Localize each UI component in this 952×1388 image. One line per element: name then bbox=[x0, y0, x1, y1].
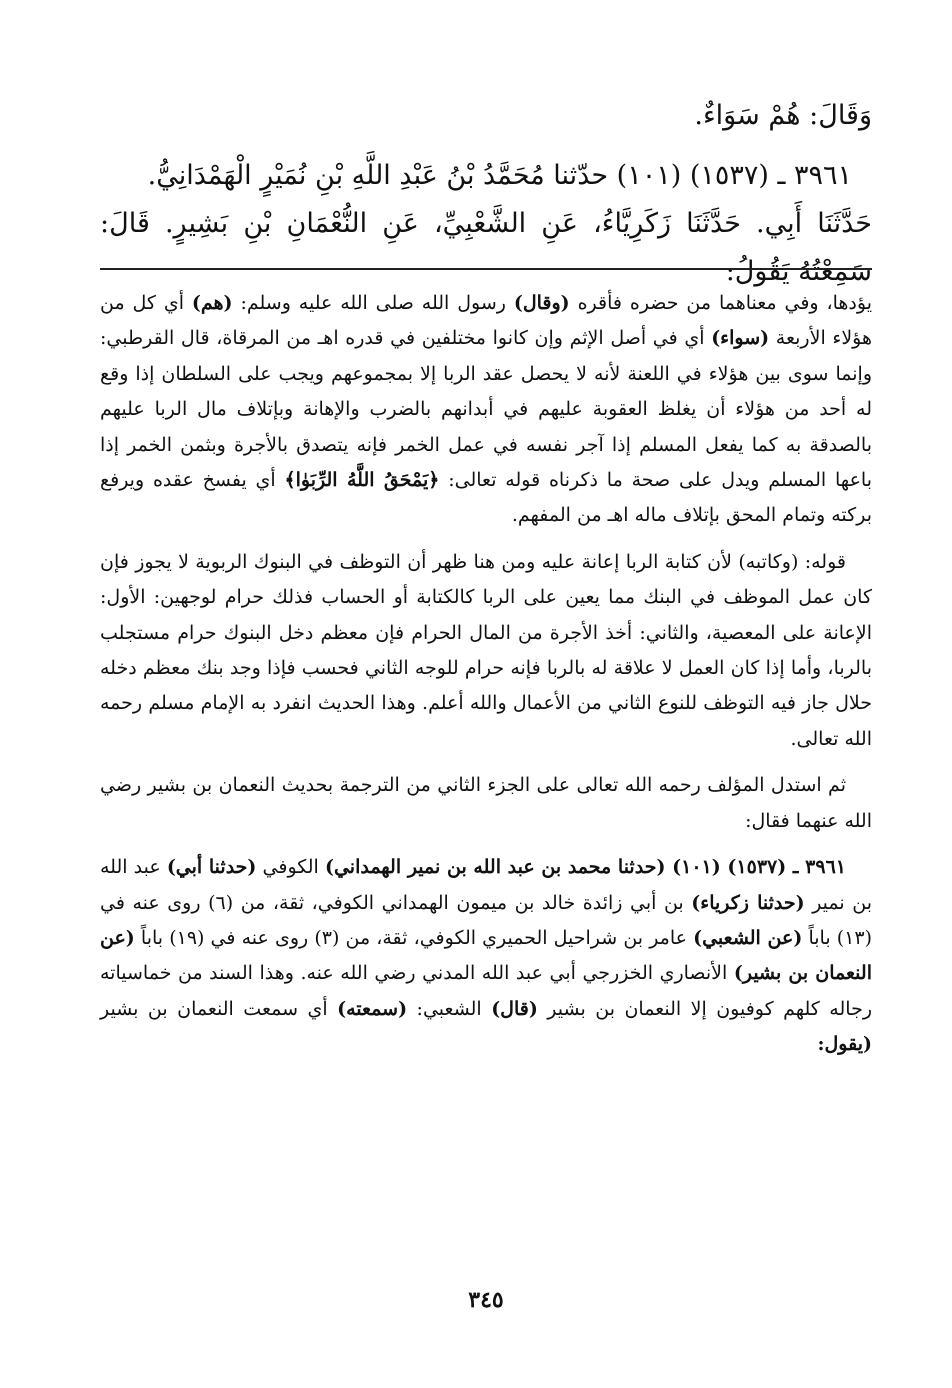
bold-run: ٣٩٦١ ـ (١٥٣٧) (١٠١) (حدثنا محمد بن عبد الله بن نمير الهمداني) bbox=[324, 856, 846, 879]
bold-run: (يقول: bbox=[817, 1033, 872, 1056]
text-run: أي كل من هؤلاء الأربعة bbox=[100, 292, 872, 350]
bold-run: (عن النعمان بن بشير) bbox=[100, 926, 872, 985]
text-run: عامر بن شراحيل الحميري الكوفي، ثقة، من (٣) روى عنه في (١٩) باباً bbox=[134, 926, 694, 949]
text-run: رسول الله صلى الله عليه وسلم: bbox=[232, 292, 514, 314]
commentary-paragraph-1 bbox=[100, 286, 872, 534]
commentary-paragraph-4 bbox=[100, 850, 872, 1062]
quran-quote: ﴿يَمْحَقُ اللَّهُ الرِّبَوٰا﴾ bbox=[284, 469, 440, 492]
text-run: بن أبي زائدة خالد بن ميمون الهمداني الكوفي، ثقة، من (٦) روى عنه في (١٣) باباً bbox=[100, 891, 872, 949]
hadith-line-2: حَدَّثَنَا أَبِي. حَدَّثَنَا زَكَرِيَّاءُ، عَنِ الشَّعْبِيِّ، عَنِ النُّعْمَانِ بْنِ بَشِيرٍ. قَالَ: سَمِعْتُهُ يَقُولُ: bbox=[100, 208, 872, 287]
qal-line: وَقَالَ: هُمْ سَوَاءٌ. bbox=[694, 100, 872, 131]
hadith-line-1: ٣٩٦١ ـ (١٥٣٧) (١٠١) حدّثنا مُحَمَّدُ بْنُ عَبْدِ اللَّهِ بْنِ نُمَيْرٍ الْهَمْدَانِيُّ. bbox=[147, 160, 852, 191]
text-run: أي في أصل الإثم وإن كانوا مختلفين في قدره اهـ من المرقاة، قال القرطبي: وإنما سوى بين هؤلاء في اللعنة لأنه لا يحصل عقد الربا إلا بمجموعهم ويجب على السلطان إذا وقع له أحد من هؤلاء أن يغلظ العقوبة عليهم في أبدانهم بالضرب والإهانة وبإتلاف مال الربا عليهم بالصدقة به كما يفعل المسلم إذا آجر نفسه في عمل الخمر فإنه يتصدق بالأجرة وبثمن الخمر إذا باعها المسلم ويدل على صحة ما ذكرناه قوله تعالى: bbox=[100, 327, 872, 492]
divider-line bbox=[100, 268, 872, 270]
bold-run: (سواء) bbox=[711, 327, 770, 350]
text-run: يؤدها، وفي معناهما من حضره فأقره bbox=[569, 292, 872, 314]
bold-run: (حدثنا أبي) bbox=[166, 856, 257, 879]
book-page bbox=[100, 0, 872, 1388]
text-run: عبد الله بن نمير bbox=[100, 856, 872, 914]
text-run: الشعبي: bbox=[407, 997, 492, 1020]
commentary-block bbox=[100, 286, 872, 1074]
commentary-paragraph-2: قوله: (وكاتبه) لأن كتابة الربا إعانة عليه ومن هنا ظهر أن التوظف في البنوك الربوية لا يجوز فإن كان عمل الموظف في البنك مما يعين على الربا كالكتابة أو الحساب فذلك حرام لوجهين: الأول: الإعانة على المعصية، والثاني: أخذ الأجرة من المال الحرام فإن معظم دخل البنوك حرام مستجلب بالربا، وأما إذا كان العمل لا علاقة له بالربا فإنه حرام للوجه الثاني فحسب فإذا وجد بنك معظم دخله حلال جاز فيه التوظف للنوع الثاني من الأعمال والله أعلم. وهذا الحديث انفرد به الإمام مسلم رحمه الله تعالى. bbox=[100, 550, 872, 750]
text-run: الكوفي bbox=[256, 856, 325, 879]
text-run: أي يفسخ عقده ويرفع بركته وتمام المحق بإتلاف ماله اهـ من المفهم. bbox=[100, 469, 872, 527]
bold-run: (هم) bbox=[191, 292, 233, 314]
commentary-paragraph-3: ثم استدل المؤلف رحمه الله تعالى على الجزء الثاني من الترجمة بحديث النعمان بن بشير رضي الله عنهما فقال: bbox=[100, 774, 872, 832]
bold-run: (حدثنا زكرياء) bbox=[691, 891, 805, 914]
page-number: ٣٤٥ bbox=[468, 1287, 504, 1313]
bold-run: (سمعته) bbox=[337, 997, 408, 1020]
hadith-text-block bbox=[100, 92, 872, 296]
bold-run: (قال) bbox=[491, 997, 538, 1020]
bold-run: (وقال) bbox=[513, 292, 570, 314]
bold-run: (عن الشعبي) bbox=[693, 926, 803, 949]
text-run: الأنصاري الخزرجي أبي عبد الله المدني رضي الله عنه. وهذا السند من خماسياته رجاله كلهم كوفيون إلا النعمان بن بشير bbox=[100, 962, 872, 1020]
text-run: أي سمعت النعمان بن بشير bbox=[100, 997, 338, 1020]
